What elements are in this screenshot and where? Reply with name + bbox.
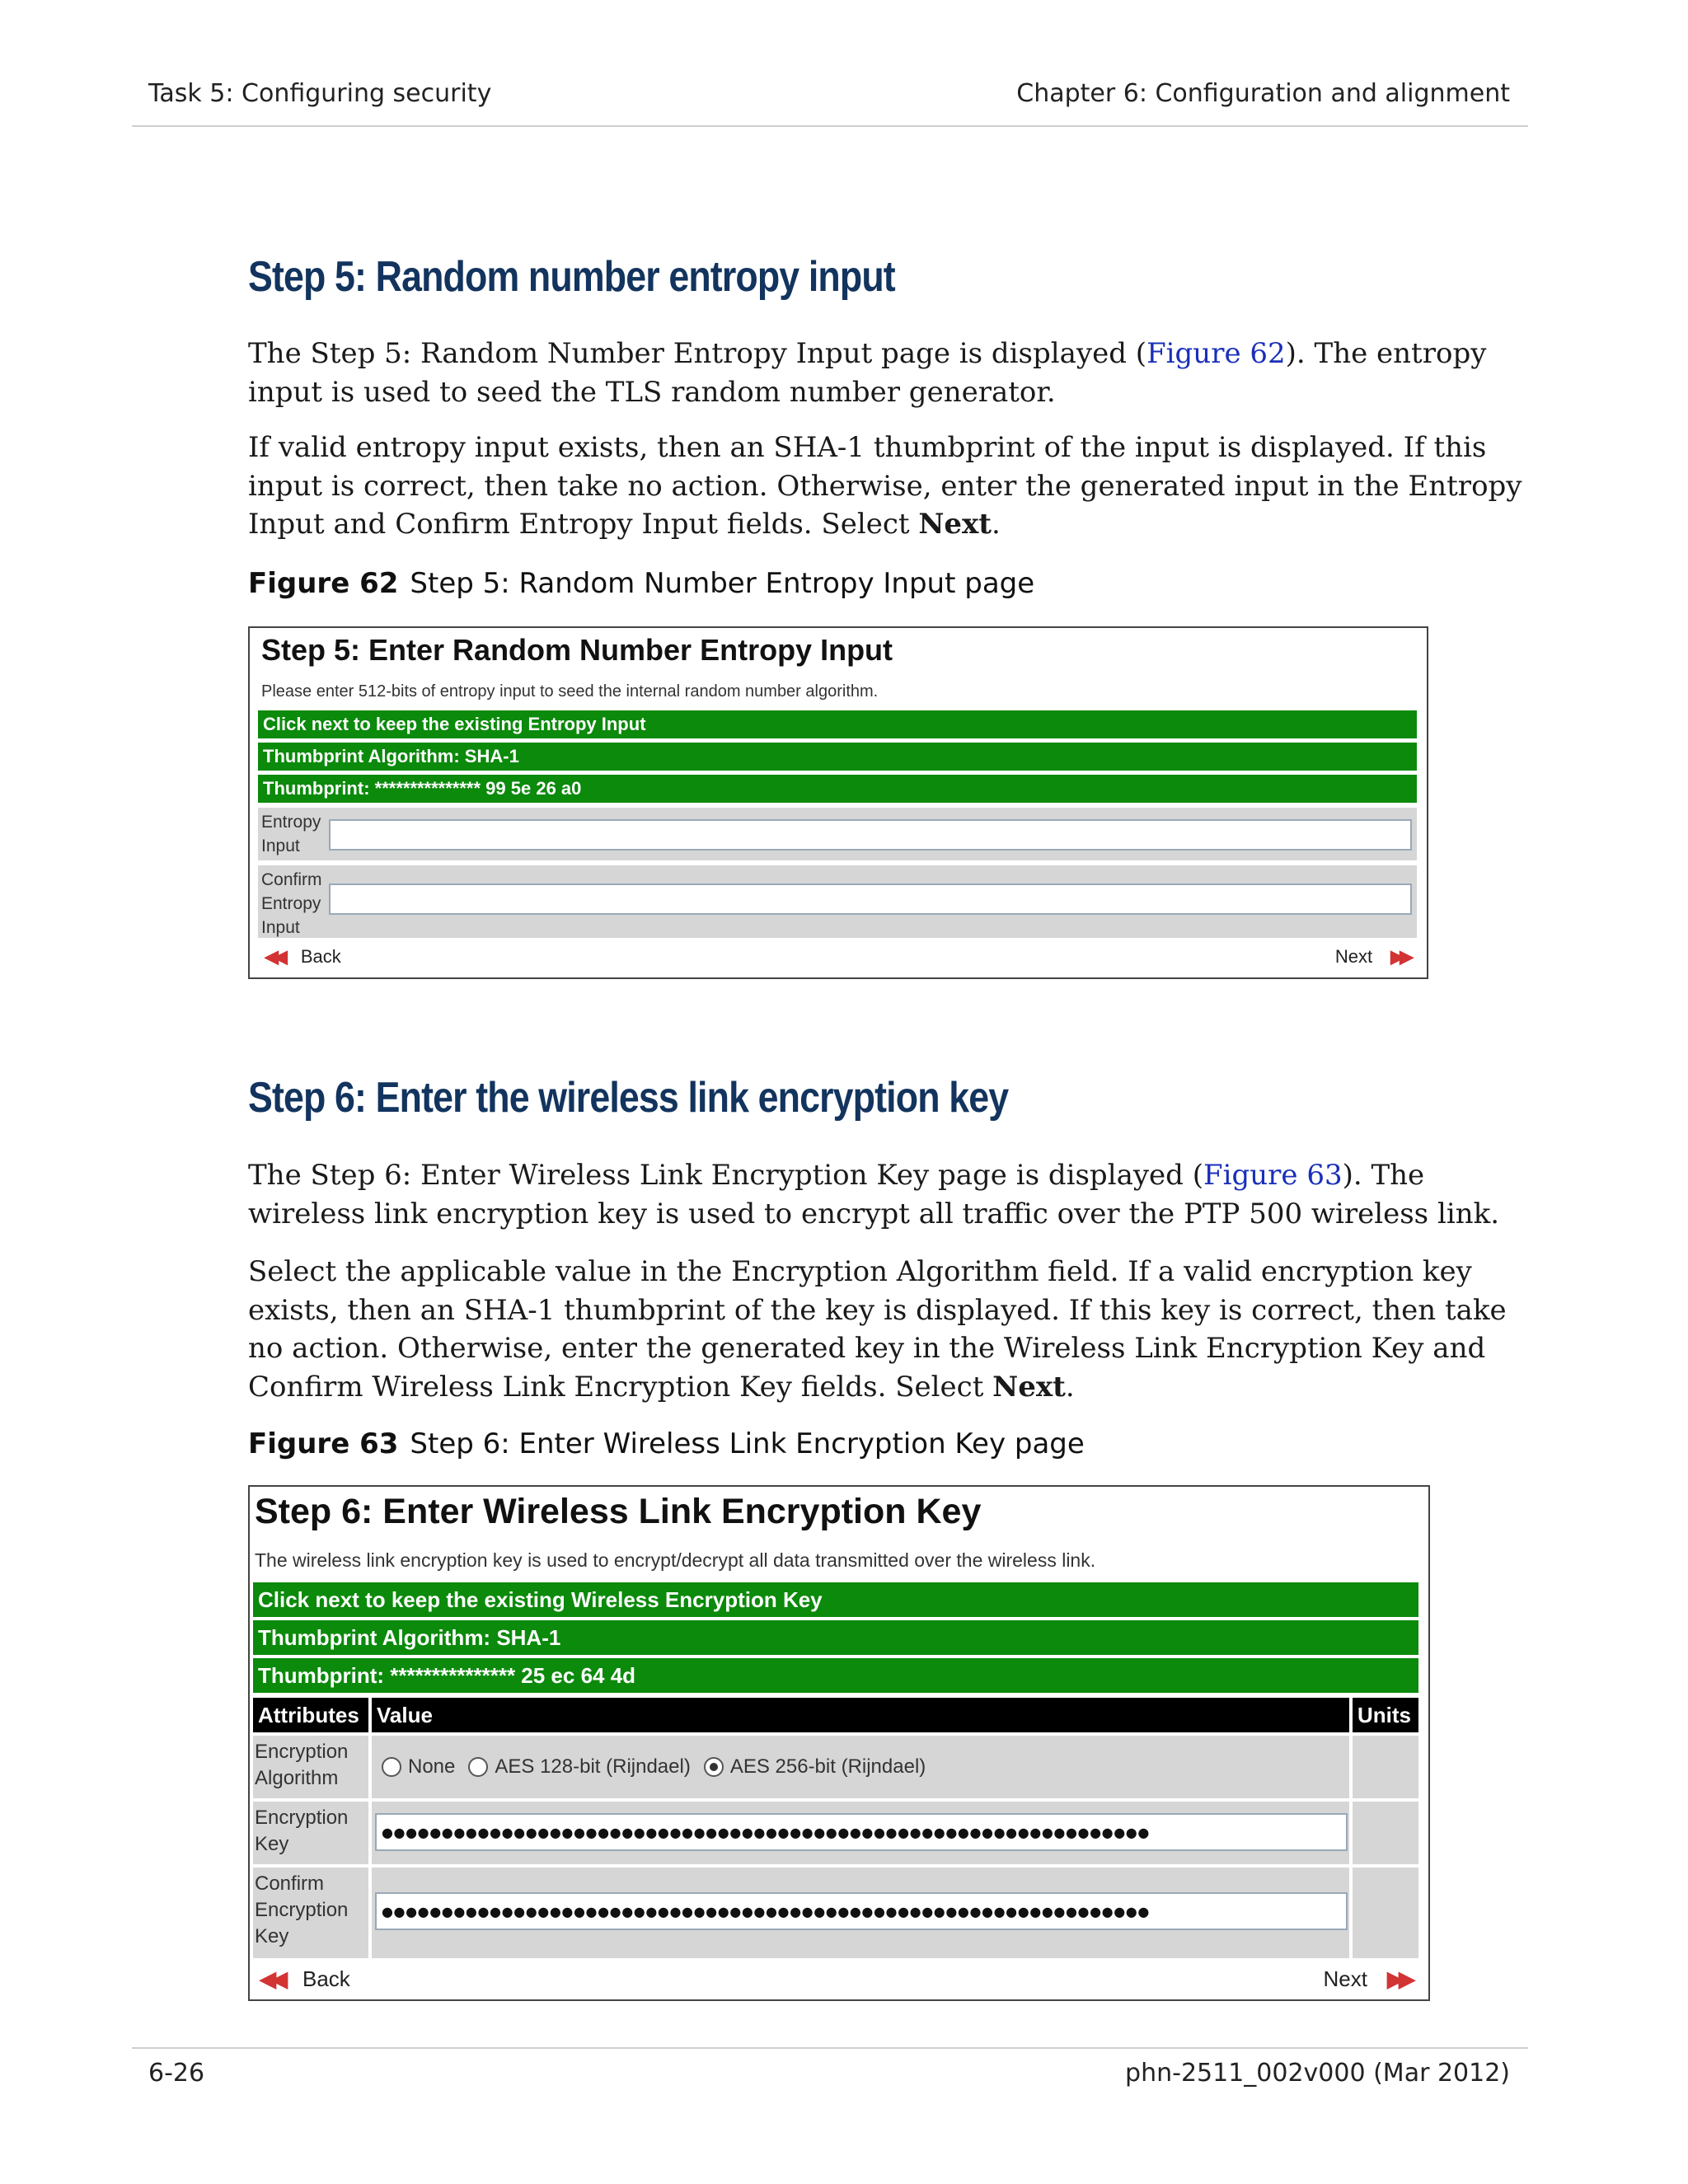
confirm-entropy-input-field[interactable] <box>329 883 1412 915</box>
next-label: Next <box>1334 946 1373 967</box>
step6-p1-text-b: ). The wireless link encryption key is used to encrypt all traffic over the PTP 500 wireless link. <box>248 1159 1499 1230</box>
radio-aes-128[interactable] <box>468 1757 488 1777</box>
step6-paragraph-2 <box>248 1253 1534 1406</box>
step6-p1-text-a: The Step 6: Enter Wireless Link Encryption Key page is displayed ( <box>248 1159 1204 1192</box>
confirm-encryption-key-units-cell <box>1353 1868 1418 1958</box>
entropy-input-label <box>261 811 321 859</box>
next-arrow-icon-2: ▶▶ <box>1387 1966 1410 1991</box>
back-label-2: Back <box>302 1966 350 1991</box>
entropy-page-title: Step 5: Enter Random Number Entropy Input <box>261 633 893 667</box>
step5-p1-text-a: The Step 5: Random Number Entropy Input page is displayed ( <box>248 337 1147 370</box>
encryption-key-field[interactable]: ●●●●●●●●●●●●●●●●●●●●●●●●●●●●●●●●●●●●●●●●●●●●●●●●●●●●●●●●●●●●●●●● <box>375 1813 1348 1851</box>
encryption-key-units-cell <box>1353 1802 1418 1864</box>
next-button-2[interactable] <box>1324 1966 1410 1992</box>
figure-62-caption <box>248 567 1034 600</box>
units-column-header: Units <box>1353 1698 1418 1732</box>
encryption-key-label-line2: Key <box>255 1833 289 1855</box>
figure-63-caption <box>248 1427 1085 1460</box>
back-label: Back <box>300 946 341 967</box>
value-column-header: Value <box>372 1698 1349 1732</box>
entropy-input-label-line1: Entropy <box>261 813 321 832</box>
encryption-algorithm-radio-group <box>382 1755 926 1779</box>
figure-63-number: Figure 63 <box>248 1427 399 1460</box>
entropy-input-screenshot <box>248 626 1428 979</box>
confirm-entropy-label-line1: Confirm <box>261 870 322 889</box>
step5-p2-bold: Next <box>918 508 992 541</box>
footer-rule <box>132 2047 1528 2049</box>
back-button[interactable] <box>265 946 341 968</box>
thumbprint-bar-2: Thumbprint: *************** 25 ec 64 4d <box>253 1658 1418 1693</box>
encryption-algorithm-label-line2: Algorithm <box>255 1767 339 1789</box>
step6-p2-text-a: Select the applicable value in the Encryption Algorithm field. If a valid encryption key exists, then an SHA-1 thumbprint of the key is displayed. If this key is correct, then take no action. Otherwise, enter the generated key in the Wireless Link Encryption Key and Confirm Wireless Link Encryption Key fields. Select <box>248 1255 1507 1404</box>
running-header-right: Chapter 6: Configuration and alignment <box>1016 79 1510 108</box>
back-button-2[interactable] <box>260 1966 350 1992</box>
radio-aes-256-label: AES 256-bit (Rijndael) <box>729 1755 926 1778</box>
encryption-key-screenshot <box>248 1485 1430 2001</box>
back-arrow-icon-2: ◀◀ <box>260 1966 283 1991</box>
radio-none-label: None <box>408 1755 456 1778</box>
figure-62-link[interactable]: Figure 62 <box>1146 337 1286 370</box>
entropy-input-field[interactable] <box>329 819 1412 851</box>
step6-paragraph-1 <box>248 1156 1534 1233</box>
confirm-encryption-key-field[interactable]: ●●●●●●●●●●●●●●●●●●●●●●●●●●●●●●●●●●●●●●●●●●●●●●●●●●●●●●●●●●●●●●●● <box>375 1892 1348 1930</box>
step5-paragraph-1 <box>248 335 1534 411</box>
encryption-page-title: Step 6: Enter Wireless Link Encryption Key <box>255 1492 982 1531</box>
radio-none[interactable] <box>382 1757 401 1777</box>
keep-entropy-bar: Click next to keep the existing Entropy Input <box>258 710 1417 738</box>
step6-p2-bold: Next <box>992 1370 1066 1404</box>
section-heading-step6: Step 6: Enter the wireless link encryption key <box>248 1074 1009 1122</box>
next-label-2: Next <box>1323 1966 1367 1991</box>
figure-62-title: Step 5: Random Number Entropy Input page <box>410 567 1035 600</box>
step5-paragraph-2 <box>248 429 1534 544</box>
encryption-algorithm-label-line1: Encryption <box>255 1741 349 1763</box>
attributes-column-header: Attributes <box>253 1698 368 1732</box>
radio-aes-128-label: AES 128-bit (Rijndael) <box>495 1755 691 1778</box>
radio-aes-256[interactable] <box>704 1757 724 1777</box>
confirm-entropy-label-line2: Entropy <box>261 893 321 913</box>
step5-p1-text-b: ). The entropy input is used to seed the TLS random number generator. <box>248 337 1487 409</box>
figure-62-number: Figure 62 <box>248 567 399 600</box>
entropy-input-label-line2: Input <box>261 836 300 855</box>
confirm-encryption-key-label <box>255 1871 348 1950</box>
encryption-algorithm-units-cell <box>1353 1736 1418 1798</box>
header-rule <box>132 125 1528 127</box>
encryption-key-label-line1: Encryption <box>255 1807 349 1829</box>
encryption-algorithm-label <box>255 1739 348 1792</box>
back-arrow-icon: ◀◀ <box>265 946 283 967</box>
document-id: phn-2511_002v000 (Mar 2012) <box>1125 2059 1510 2088</box>
confirm-entropy-input-label <box>261 869 322 940</box>
thumbprint-algorithm-bar-2: Thumbprint Algorithm: SHA-1 <box>253 1620 1418 1655</box>
confirm-encryption-key-label-line2: Encryption <box>255 1899 349 1921</box>
encryption-page-description: The wireless link encryption key is used to encrypt/decrypt all data transmitted over the wireless link. <box>255 1549 1096 1571</box>
figure-63-title: Step 6: Enter Wireless Link Encryption Key page <box>410 1427 1085 1460</box>
page-number: 6-26 <box>148 2059 205 2088</box>
thumbprint-algorithm-bar: Thumbprint Algorithm: SHA-1 <box>258 743 1417 771</box>
confirm-encryption-key-label-line3: Key <box>255 1925 289 1947</box>
step6-p2-text-b: . <box>1065 1370 1075 1404</box>
step5-p2-text-a: If valid entropy input exists, then an SHA-1 thumbprint of the input is displayed. If this input is correct, then take no action. Otherwise, enter the generated input in the Entropy Input and Confirm Entropy Input fields. Select <box>248 431 1522 541</box>
next-button[interactable] <box>1335 946 1409 968</box>
section-heading-step5: Step 5: Random number entropy input <box>248 253 895 301</box>
step5-p2-text-b: . <box>992 508 1001 541</box>
figure-63-link[interactable]: Figure 63 <box>1203 1159 1343 1192</box>
next-arrow-icon: ▶▶ <box>1390 946 1409 967</box>
thumbprint-bar: Thumbprint: *************** 99 5e 26 a0 <box>258 775 1417 803</box>
encryption-key-label <box>255 1805 348 1858</box>
running-header-left: Task 5: Configuring security <box>148 79 492 108</box>
keep-encryption-key-bar: Click next to keep the existing Wireless Encryption Key <box>253 1582 1418 1617</box>
entropy-page-description: Please enter 512-bits of entropy input to seed the internal random number algorithm. <box>261 682 879 701</box>
confirm-encryption-key-label-line1: Confirm <box>255 1872 325 1895</box>
confirm-entropy-label-line3: Input <box>261 917 300 937</box>
